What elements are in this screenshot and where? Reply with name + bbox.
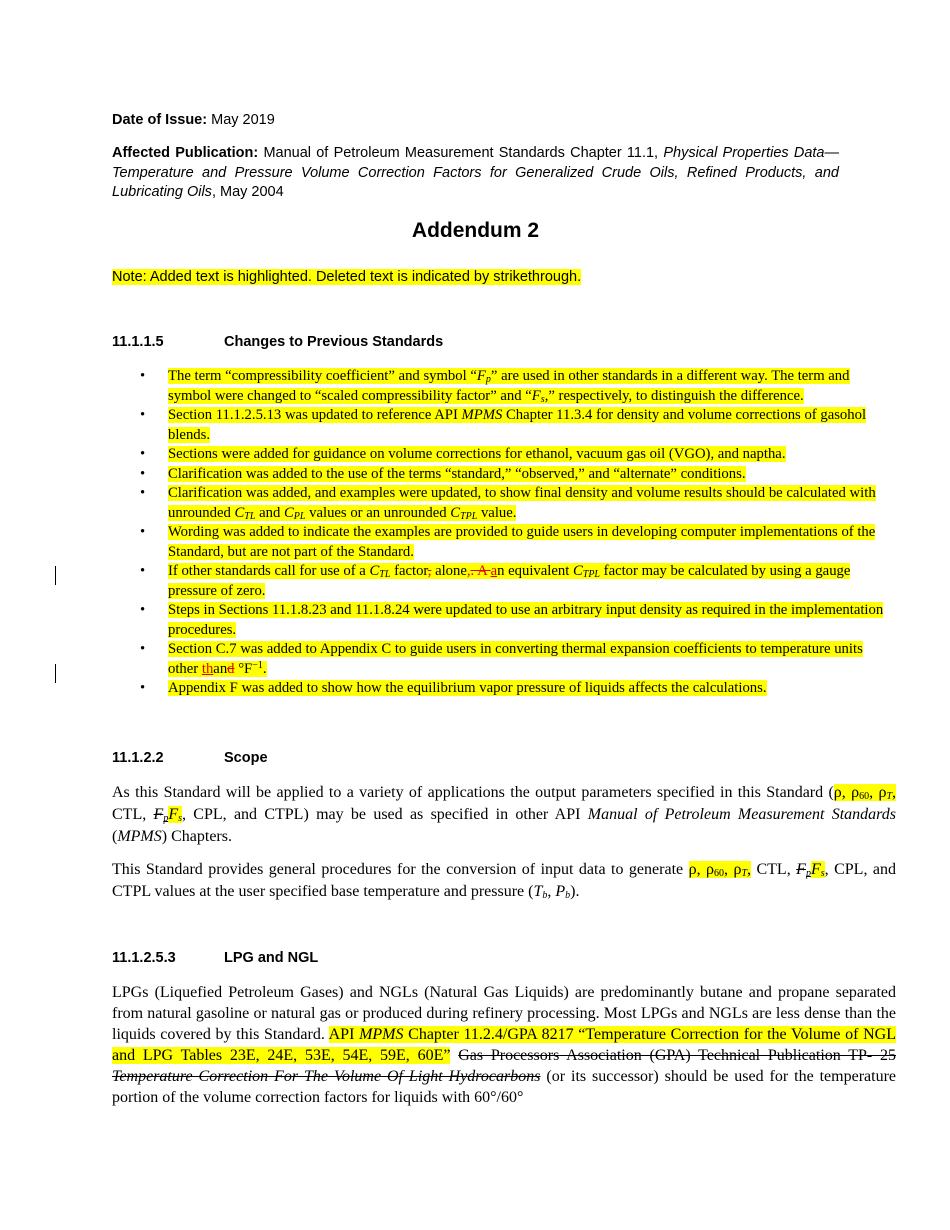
changes-list [112, 367, 896, 699]
section-title: Scope [224, 750, 268, 766]
bullet: • [140, 602, 146, 618]
lpg-paragraph: LPGs (Liquefied Petroleum Gases) and NGLs (Natural Gas Liquids) are predominantly butane and propane separated from natural gasoline or natural gas or produced during refinery processing. Most LPGs and NGLs are less dense than the liquids covered by this Standard. API MPMS Chapter 11.2.4/GPA 8217 “Temperature Correction for the Volume of NGL and LPG Tables 23E, 24E, 53E, 54E, 59E, 60E” Gas Processors Association (GPA) Technical Publication TP- 25 Temperature Correction For The Volume Of Light Hydrocarbons (or its successor) should be used for the temperature portion of the volume correction factors for liquids with 60°/60° [112, 984, 896, 1106]
section-number: 11.1.2.5.3 [112, 950, 176, 966]
bullet: • [140, 641, 146, 657]
date-of-issue [112, 112, 839, 128]
list-item: • Steps in Sections 11.1.8.23 and 11.1.8.24 were updated to use an arbitrary input density as required in the implementation procedures. [140, 602, 884, 638]
date-label: Date of Issue: [112, 112, 208, 128]
list-item: • If other standards call for use of a $C_{TL}$ factor, alone,. A an equivalent $C_{TPL}$ factor may be calculated by using a gauge pressure of zero. [140, 563, 851, 599]
section-heading-lpg [112, 950, 318, 966]
bullet: • [140, 407, 146, 423]
list-item: • Clarification was added, and examples were updated, to show final density and volume results should be calculated with unrounded $C_{TL}$ and $C_{PL}$ values or an unrounded $C_{TPL}$ value. [140, 485, 876, 522]
affected-publication [112, 144, 839, 203]
affected-date: , May 2004 [211, 184, 284, 200]
change-bar [55, 664, 56, 683]
bullet: • [140, 524, 146, 540]
bullet: • [140, 465, 146, 482]
scope-paragraph-2: This Standard provides general procedures for the conversion of input data to generate ρ, $\rho_{60}$, $\rho_T$, CTL, $F_pF_s$, CPL, and CTPL values at the user specified base temperature and pressure ($T_b$, $P_b$). [112, 861, 897, 901]
change-bar [55, 566, 56, 585]
section-number: 11.1.2.2 [112, 750, 164, 766]
bullet: • [140, 680, 146, 696]
list-item: • Wording was added to indicate the examples are provided to guide users in developing computer implementations of the Standard, but are not part of the Standard. [140, 524, 876, 560]
list-item: • Section C.7 was added to Appendix C to guide users in converting thermal expansion coefficients to temperature units other thand $^\circ F^{-1}$. [140, 641, 863, 677]
section-title: LPG and NGL [224, 950, 319, 966]
section-heading-scope [112, 750, 268, 766]
note [112, 269, 839, 285]
date-value: May 2019 [211, 112, 275, 128]
bullet: • [140, 446, 146, 462]
section-number: 11.1.1.5 [112, 334, 164, 350]
bullet: • [140, 485, 146, 501]
bullet: • [140, 368, 146, 384]
list-item: • Section 11.1.2.5.13 was updated to reference API MPMS Chapter 11.3.4 for density and volume corrections of gasohol blends. [140, 407, 867, 443]
section-heading-changes [112, 334, 443, 350]
affected-title: Physical Properties Data—Temperature and Pressure Volume Correction Factors for Generalized Crude Oils, Refined Products, and Lubricating Oils [112, 145, 839, 200]
note-text: Note: Added text is highlighted. Deleted text is indicated by strikethrough. [112, 269, 582, 285]
list-item: • The term “compressibility coefficient” and symbol “$F_p$” are used in other standards in a different way. The term and symbol were changed to “scaled compressibility factor” and “$F_s$,” respectively, to distinguish the difference. [140, 368, 850, 405]
scope-paragraph-1: As this Standard will be applied to a variety of applications the output parameters specified in this Standard (ρ, $\rho_{60}$, $\rho_T$, CTL, $F_pF_s$, CPL, and CTPL) may be used as specified in other API Manual of Petroleum Measurement Standards (MPMS) Chapters. [112, 784, 897, 845]
list-item: • Clarification was added to the use of the terms “standard,” “observed,” and “alternate” conditions. [112, 465, 896, 485]
affected-text: Manual of Petroleum Measurement Standards Chapter 11.1, [263, 145, 659, 161]
page-title: Addendum 2 [411, 219, 540, 242]
list-item: • Appendix F was added to show how the equilibrium vapor pressure of liquids affects the calculations. [112, 679, 896, 699]
affected-label: Affected Publication: [112, 145, 259, 161]
bullet: • [140, 563, 146, 579]
list-item: • Sections were added for guidance on volume corrections for ethanol, vacuum gas oil (VGO), and naptha. [112, 445, 896, 465]
section-title: Changes to Previous Standards [224, 334, 444, 350]
